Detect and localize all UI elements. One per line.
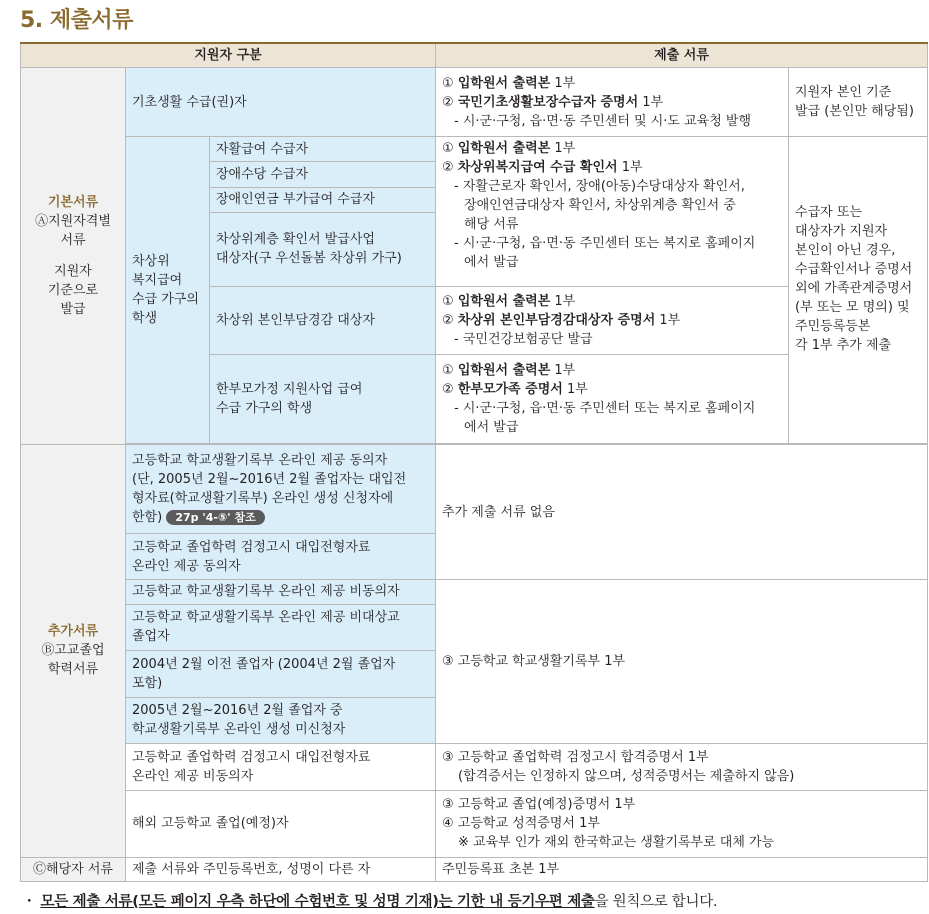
table-row [21,790,928,857]
applicant-single-parent: 한부모가정 지원사업 급여 수급 가구의 학생 [210,354,436,443]
header-applicant: 지원자 구분 [21,43,436,68]
basic-basis-line1: 지원자 [54,263,92,279]
extra-category-title: 추가서류 [47,624,99,640]
section-title: 5. 제출서류 [20,8,133,33]
applicant-overseas: 해외 고등학교 졸업(예정)자 [126,790,436,857]
applicant-disability-pension: 장애인연금 부가급여 수급자 [210,187,436,212]
applicant-non-target-school: 고등학교 학교생활기록부 온라인 제공 비대상교 졸업자 [126,604,436,651]
extra-category-sub1: Ⓑ고교졸업 [41,643,105,659]
docs-school-record: ③ 고등학교 학교생활기록부 1부 [436,580,928,744]
docs-near-poverty-welfare: ① 입학원서 출력본 1부 ② 차상위복지급여 수급 확인서 1부 - 자활근로자 확인서, 장애(아동)수당대상자 확인서, 장애인연금대상자 확인서, 차상위계층 확인서 중 해당 서류 - 시·군·구청, 읍·면·동 주민센터 또는 복지로 홈페이지 에서 발급 [436,137,789,287]
footnote-bold-text: 모든 제출 서류(모든 페이지 우측 하단에 수험번호 및 성명 기재)는 기한 내 등기우편 제출 [40,894,595,910]
note-near-poverty: 수급자 또는 대상자가 지원자 본인이 아닌 경우, 수급확인서나 증명서 외에 가족관계증명서 (부 또는 모 명의) 및 주민등록등본 각 1부 추가 제출 [789,137,928,444]
applicant-name-mismatch: 제출 서류와 주민등록번호, 성명이 다른 자 [126,857,436,881]
basic-category-cell [21,68,126,444]
docs-single-parent: ① 입학원서 출력본 1부 ② 한부모가족 증명서 1부 - 시·군·구청, 읍·면·동 주민센터 또는 복지로 홈페이지 에서 발급 [436,354,789,443]
applicant-self-support: 자활급여 수급자 [210,137,436,162]
basic-basis-line2: 기준으로 [47,282,99,298]
basic-basis-line3: 발급 [60,301,86,317]
page-reference-badge: 27p '4-⑤' 참조 [166,510,264,525]
docs-basic-livelihood: ① 입학원서 출력본 1부 ② 국민기초생활보장수급자 증명서 1부 - 시·군·구청, 읍·면·동 주민센터 및 시·도 교육청 발행 [436,68,789,137]
table-row [21,857,928,881]
documents-table [20,42,928,882]
extra-category-cell [21,444,126,857]
footnote [22,890,717,911]
table-row [21,68,928,137]
table-row [21,137,928,162]
basic-category-sub: Ⓐ지원자격별 [35,213,111,229]
docs-copay-reduction: ① 입학원서 출력본 1부 ② 차상위 본인부담경감대상자 증명서 1부 - 국민건강보험공단 발급 [436,286,789,354]
table-row [21,744,928,791]
applicant-basic-livelihood: 기초생활 수급(권)자 [126,68,436,137]
basic-category-sub2: 서류 [60,232,86,248]
docs-overseas: ③ 고등학교 졸업(예정)증명서 1부 ④ 고등학교 성적증명서 1부 ※ 교육부 인가 재외 한국학교는 생활기록부로 대체 가능 [436,790,928,857]
note-basic-livelihood: 지원자 본인 기준 발급 (본인만 해당됨) [789,68,928,137]
docs-no-extra: 추가 제출 서류 없음 [436,444,928,580]
conditional-category-cell: Ⓒ해당자 서류 [21,857,126,881]
applicant-near-poverty-certified: 차상위계층 확인서 발급사업 대상자(구 우선돌봄 차상위 가구) [210,212,436,286]
extra-category-sub2: 학력서류 [47,662,99,678]
applicant-ged-consent: 고등학교 졸업학력 검정고시 대입전형자료 온라인 제공 동의자 [126,533,436,580]
applicant-record-consent: 고등학교 학교생활기록부 온라인 제공 동의자 (단, 2005년 2월~2016년 2월 졸업자는 대입전 형자료(학교생활기록부) 온라인 생성 신청자에 한함) 27p '4-⑤' 참조 [126,444,436,533]
table-row [21,444,928,533]
table-header-row [21,43,928,68]
basic-category-title: 기본서류 [47,194,99,210]
docs-resident-abstract: 주민등록표 초본 1부 [436,857,928,881]
near-poverty-group-label: 차상위 복지급여 수급 가구의 학생 [126,137,210,444]
applicant-disability-allowance: 장애수당 수급자 [210,162,436,187]
applicant-before-2004: 2004년 2월 이전 졸업자 (2004년 2월 졸업자 포함) [126,651,436,698]
applicant-record-nonconsent: 고등학교 학교생활기록부 온라인 제공 비동의자 [126,580,436,604]
applicant-2005-2016-nonapplicant: 2005년 2월~2016년 2월 졸업자 중 학교생활기록부 온라인 생성 미신청자 [126,697,436,744]
header-docs: 제출 서류 [436,43,928,68]
footnote-rest-text: 을 원칙으로 합니다. [594,894,718,910]
applicant-copay-reduction: 차상위 본인부담경감 대상자 [210,286,436,354]
docs-ged-certificate: ③ 고등학교 졸업학력 검정고시 합격증명서 1부 (합격증서는 인정하지 않으며, 성적증명서는 제출하지 않음) [436,744,928,791]
footnote-bullet: ・ [22,894,37,910]
table-row [21,580,928,604]
applicant-ged-nonconsent: 고등학교 졸업학력 검정고시 대입전형자료 온라인 제공 비동의자 [126,744,436,791]
